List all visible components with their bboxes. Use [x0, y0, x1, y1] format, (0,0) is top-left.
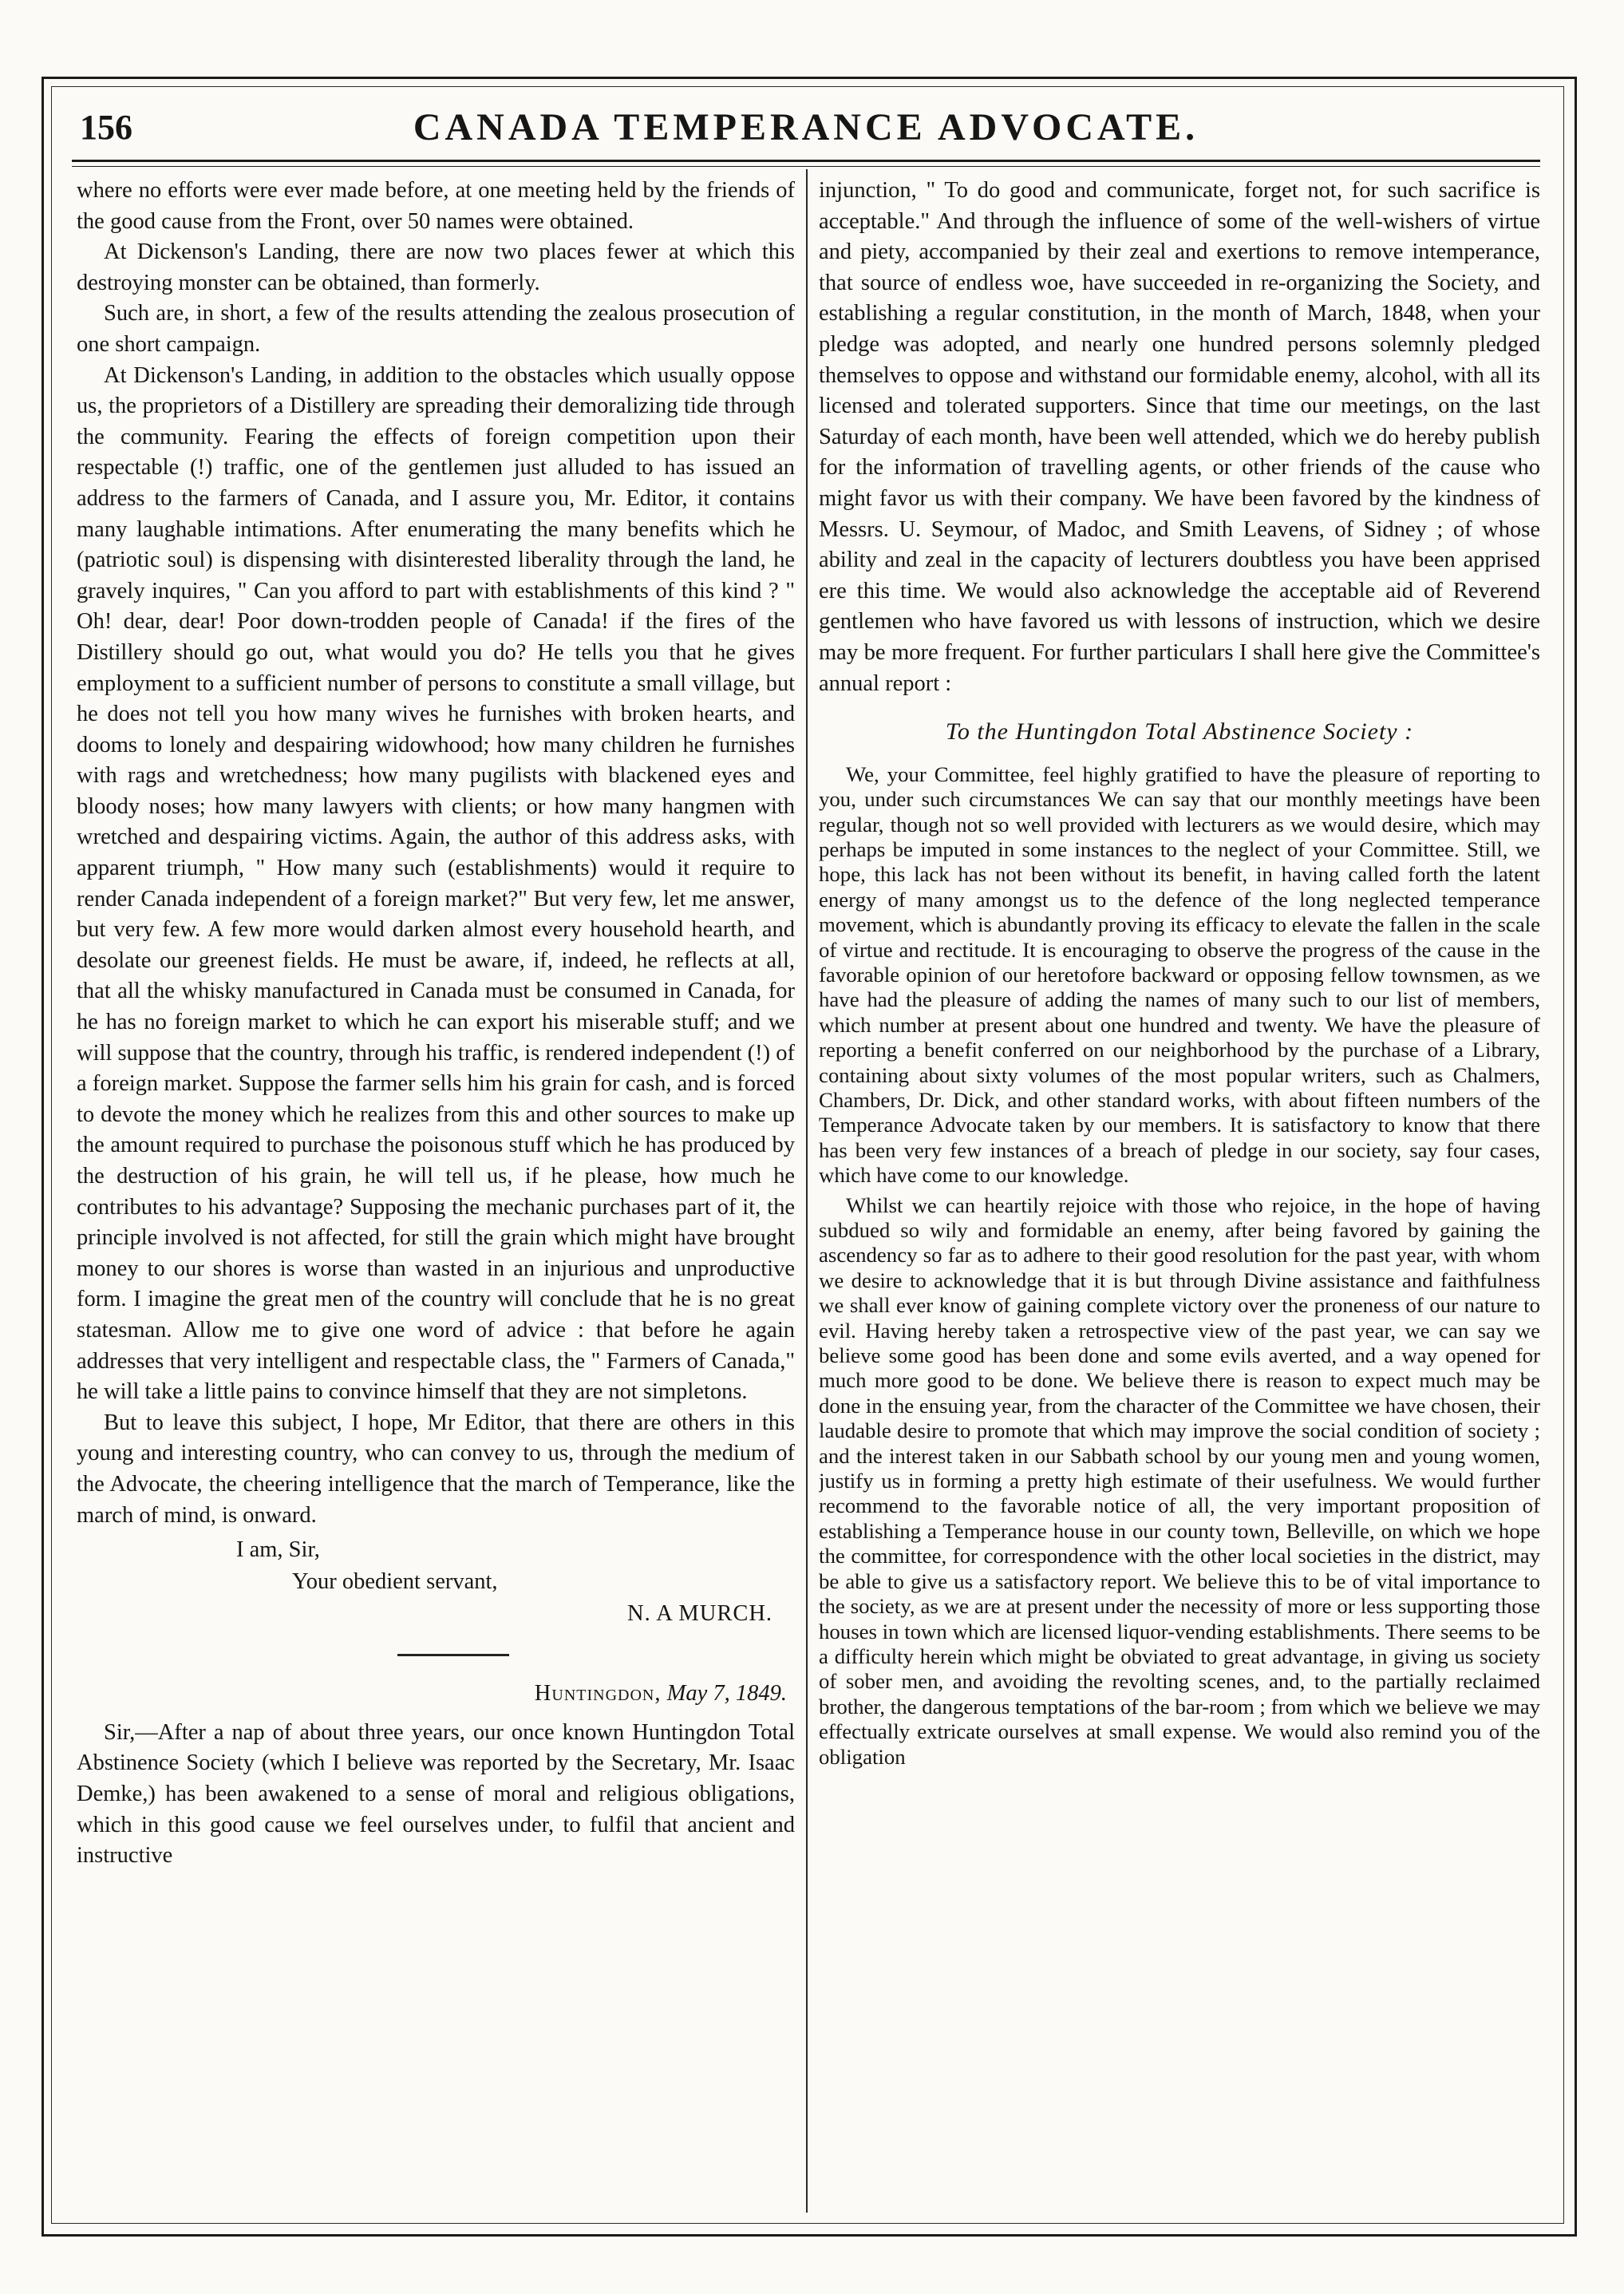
letter-closing — [77, 1534, 795, 1630]
committee-report — [819, 762, 1540, 1770]
report-heading: To the Huntingdon Total Abstinence Society : — [945, 718, 1414, 746]
paragraph: where no efforts were ever made before, at one meeting held by the friends of the good cause from the Front, over 50 names were obtained. — [77, 178, 795, 234]
paragraph: At Dickenson's Landing, there are now two places fewer at which this destroying monster can be obtained, than formerly. — [77, 239, 795, 295]
left-column — [77, 176, 795, 2211]
column-divider — [806, 169, 808, 2213]
paragraph: At Dickenson's Landing, in addition to the obstacles which usually oppose us, the proprietors of a Distillery are spreading their demoralizing tide through the community. Fearing the effects of foreign competition upon their respectable (!) traffic, one of the gentlemen just alluded to has issued an address to the farmers of Canada, and I assure you, Mr. Editor, it contains many laughable intimations. After enumerating the many benefits which he (patriotic soul) is dispensing with disinterested liberality through the land, he gravely inquires, " Can you afford to part with establishments of this kind ? " Oh! dear, dear! Poor down-trodden people of Canada! if the fires of the Distillery should go out, what would you do? He tells you that he gives employment to a sufficient number of persons to constitute a small village, but he does not tell you how many wives he furnishes with broken hearts, and dooms to lonely and despairing widowhood; how many children he furnishes with rags and wretchedness; how many pugilists with blackened eyes and bloody noses; how many lawyers with clients; or how many hangmen with wretched and despairing victims. Again, the author of this address asks, with apparent triumph, " How many such (establishments) would it require to render Canada independent of a foreign market?" But very few, let me answer, but very few. A few more would darken almost every household hearth, and desolate our greenest fields. He must be aware, if, indeed, he reflects at all, that all the whisky manufactured in Canada must be consumed in Canada, for he has no foreign market to which he can export his miserable stuff; and we will suppose that the country, through his traffic, is rendered independent (!) of a foreign market. Suppose the farmer sells him his grain for cash, and is forced to devote the money which he realizes from this and other sources to make up the amount required to purchase the poisonous stuff which he has produced by the destruction of his grain, he will tell us, if he please, how much he contributes to his advantage? Supposing the mechanic purchases part of it, the principle involved is not affected, for still the grain which might have brought money to our shores is worse than wasted in an injurious and unproductive form. I imagine the great men of the country will conclude that he is no great statesman. Allow me to give one word of advice : that before he again addresses that very intelligent and respectable class, the " Farmers of Canada," he will take a little pains to convince himself that they are not simpletons. — [77, 362, 795, 1405]
signature: N. A MURCH. — [627, 1601, 773, 1627]
newspaper-title: CANADA TEMPERANCE ADVOCATE. — [413, 106, 1199, 148]
paragraph: Such are, in short, a few of the results attending the zealous prosecution of one short campaign. — [77, 301, 795, 357]
dateline-place: Huntingdon, — [534, 1681, 662, 1707]
dateline-date: May 7, 1849. — [666, 1681, 787, 1707]
paragraph: But to leave this subject, I hope, Mr Editor, that there are others in this young and interesting country, who can convey to us, through the medium of the Advocate, the cheering intelligence that the march of Temperance, like the march of mind, is onward. — [77, 1410, 795, 1528]
closing-valediction: Your obedient servant, — [292, 1569, 498, 1595]
right-column — [819, 176, 1540, 2211]
paragraph: injunction, " To do good and communicate, forget not, for such sacrifice is acceptable." And through the influence of some of the well-wishers of virtue and piety, accompanied by their zeal and exertions to remove intemperance, that source of endless woe, have succeeded in re-organizing the Society, and establishing a regular constitution, in the month of March, 1848, when your pledge was adopted, and nearly one hundred persons solemnly pledged themselves to oppose and withstand our formidable enemy, alcohol, with all its licensed and tolerated supporters. Since that time our meetings, on the last Saturday of each month, have been well attended, which we do hereby publish for the information of travelling agents, or other friends of the cause who might favor us with their company. We have been favored by the kindness of Messrs. U. Seymour, of Madoc, and Smith Leavens, of Sidney ; of whose ability and zeal in the capacity of lecturers doubtless you have been apprised ere this time. We would also acknowledge the acceptable aid of Reverend gentlemen who have favored us with lessons of instruction, which we desire may be more frequent. For further particulars I shall here give the Committee's annual report : — [819, 178, 1540, 696]
closing-salutation: I am, Sir, — [236, 1537, 320, 1563]
paragraph: Whilst we can heartily rejoice with those who rejoice, in the hope of having subdued so wily and formidable an enemy, after being favored by gaining the ascendency so far as to adhere to their good resolution for the past year, with whom we desire to acknowledge that it is but through Divine assistance and faithfulness we shall ever know of gaining complete victory over the proneness of our nature to evil. Having hereby taken a retrospective view of the past year, we can say we believe some good has been done and some evils averted, and a way opened for much more good to be done. We believe there is reason to expect much may be done in the ensuing year, from the character of the Committee we have chosen, their laudable desire to promote that which may improve the social condition of society ; and the interest taken in our Sabbath school by our young men and young women, justify us in forming a pretty high estimate of their usefulness. We would further recommend to the favorable notice of all, the very important proposition of establishing a Temperance house in our county town, Belleville, on which we hope the committee, for correspondence with the other local societies in the district, may be able to give us a satisfactory report. We believe this to be of vital importance to the society, as we are at present under the necessity of more or less supporting those houses in town which are licensed liquor-vending establishments. There seems to be a difficulty herein which might be obviated to great advantage, in giving us society of sober men, and avoiding the revolting scenes, and, to the partially reclaimed brother, the dangerous temptations of the bar-room ; from which we believe we may effectually extricate ourselves at small expense. We would also remind you of the obligation — [819, 1192, 1540, 1769]
section-divider — [397, 1654, 509, 1656]
header-rule — [72, 160, 1540, 162]
header-rule-thin — [72, 166, 1540, 167]
dateline — [77, 1679, 795, 1710]
page-header — [72, 102, 1540, 168]
paragraph: Sir,—After a nap of about three years, our once known Huntingdon Total Abstinence Society (which I believe was reported by the Secretary, Mr. Isaac Demke,) has been awakened to a sense of moral and religious obligations, which in this good cause we feel ourselves under, to fulfil that ancient and instructive — [77, 1719, 795, 1869]
page-number: 156 — [80, 108, 132, 147]
paragraph: We, your Committee, feel highly gratified to have the pleasure of reporting to you, under such circumstances We can say that our monthly meetings have been regular, though not so well provided with lecturers as we would desire, which may perhaps be imputed in some instances to the neglect of your Committee. Still, we hope, this lack has not been without its benefit, in having called forth the latent energy of many amongst us to the defence of the long neglected temperance movement, which is abundantly proving its efficacy to elevate the fallen in the scale of virtue and rectitude. It is encouraging to observe the progress of the cause in the favorable opinion of our heretofore backward or opposing fellow townsmen, as we have had the pleasure of adding the names of many such to our list of members, which number at present about one hundred and twenty. We have the pleasure of reporting a benefit conferred on our neighborhood by the purchase of a Library, containing about sixty volumes of the most popular writers, such as Chalmers, Chambers, Dr. Dick, and other standard works, with about fifteen numbers of the Temperance Advocate taken by our members. It is satisfactory to know that there has been very few instances of a breach of pledge in our society, say four cases, which have come to our knowledge. — [819, 761, 1540, 1188]
